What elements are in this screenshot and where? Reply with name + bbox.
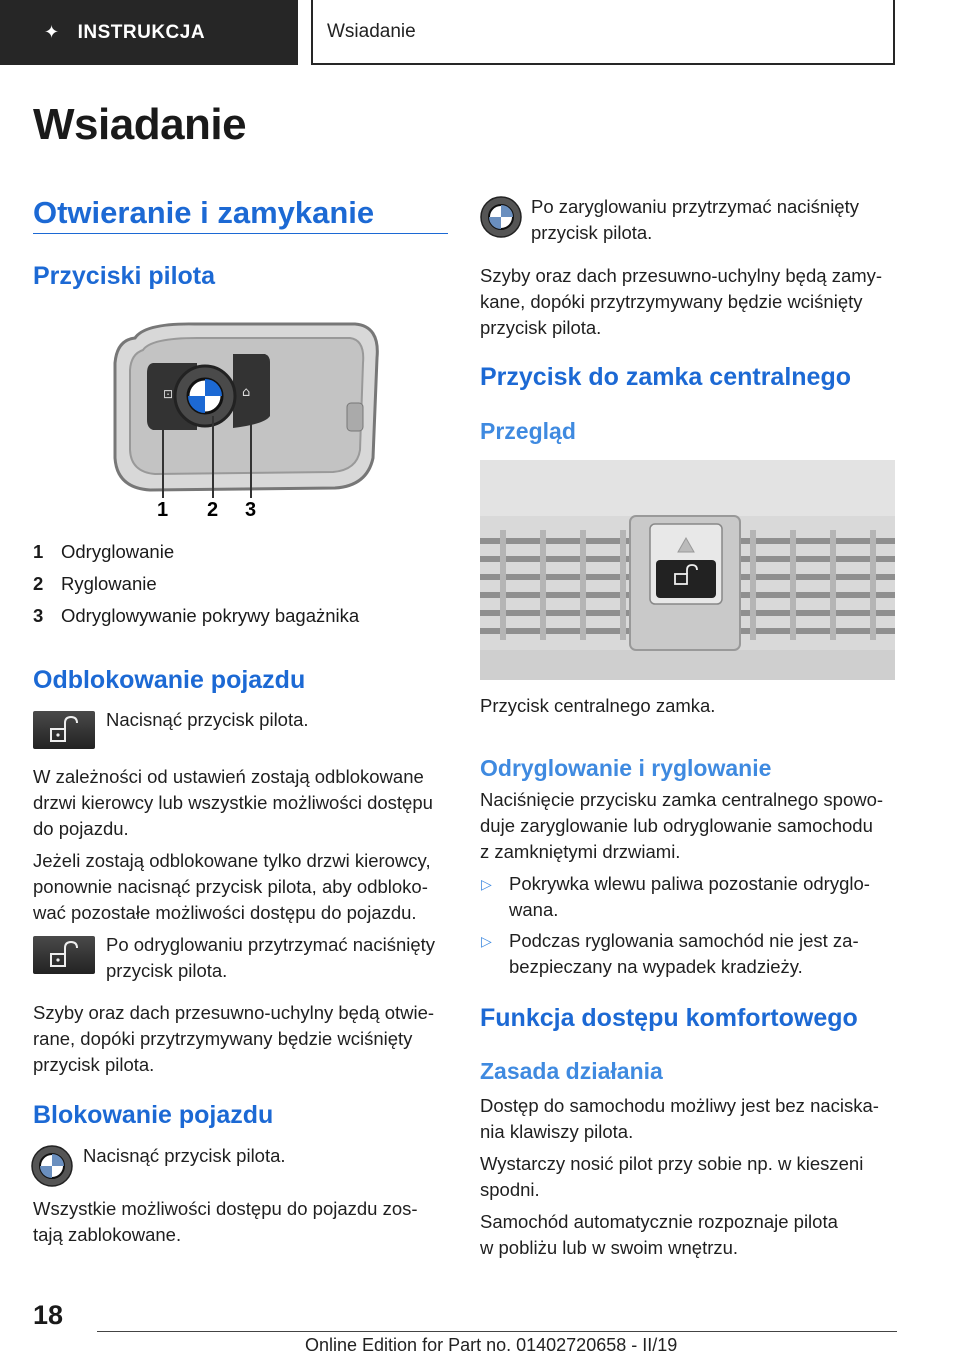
legend-text: Ryglowanie [61,573,157,594]
unlock-button-icon [33,711,95,749]
lock-bmw-button-icon [480,196,522,238]
text-line: kane, dopóki przytrzymywany będzie wciśnięty [480,291,863,312]
footer-divider [97,1331,897,1332]
photo-caption: Przycisk centralnego zamka. [480,695,716,716]
heading-unlock-vehicle: Odblokowanie pojazdu [33,666,306,694]
header-section-tab[interactable] [311,0,895,65]
text-line: Szyby oraz dach przesuwno-uchylny będą zamy- [480,265,883,286]
text-line: Nacisnąć przycisk pilota. [106,709,309,730]
text-line: tają zablokowane. [33,1224,182,1245]
text-line: Jeżeli zostają odblokowane tylko drzwi kierowcy, [33,850,431,871]
text-line: Szyby oraz dach przesuwno-uchylny będą otwie- [33,1002,435,1023]
heading-divider [33,233,448,234]
svg-text:⌂: ⌂ [242,385,251,400]
page-title: Wsiadanie [33,100,247,149]
legend-number: 3 [33,605,44,626]
bullet-text: bezpieczany na wypadek kradzieży. [509,956,803,977]
text-line: do pojazdu. [33,818,129,839]
text-line: przycisk pilota. [531,222,653,243]
text-line: ponownie nacisnąć przycisk pilota, aby odbloko- [33,876,428,897]
bullet-text: Podczas ryglowania samochód nie jest za- [509,930,859,951]
heading-lock-vehicle: Blokowanie pojazdu [33,1101,274,1129]
heading-central-lock-button: Przycisk do zamka centralnego [480,363,851,391]
heading-unlock-lock: Odryglowanie i ryglowanie [480,755,772,781]
text-line: W zależności od ustawień zostają odblokowane [33,766,424,787]
text-line: przycisk pilota. [106,960,228,981]
text-line: Po odryglowaniu przytrzymać naciśnięty [106,934,436,955]
callout-2: 2 [207,499,219,521]
text-line: przycisk pilota. [33,1054,155,1075]
text-line: rane, dopóki przytrzymywany będzie wciśnięty [33,1028,413,1049]
text-line: spodni. [480,1179,540,1200]
section-heading-open-close: Otwieranie i zamykanie [33,195,375,230]
bullet-text: wana. [509,899,559,920]
bullet-triangle-icon: ▷ [481,876,492,892]
text-line: Samochód automatycznie rozpoznaje pilota [480,1211,838,1232]
central-lock-photo [480,460,895,680]
callout-3: 3 [245,499,257,521]
footer-edition: Online Edition for Part no. 01402720658 - II/19 [305,1335,678,1355]
remote-key-illustration [105,318,385,523]
header-manual-label: INSTRUKCJA [77,21,206,43]
text-line: Nacisnąć przycisk pilota. [83,1145,286,1166]
text-line: Wystarczy nosić pilot przy sobie np. w kieszeni [480,1153,864,1174]
text-line: nia klawiszy pilota. [480,1121,634,1142]
text-line: Po zaryglowaniu przytrzymać naciśnięty [531,196,859,217]
svg-text:⊡: ⊡ [163,387,174,401]
manual-star-icon: ✦ [44,22,60,42]
heading-comfort-access: Funkcja dostępu komfortowego [480,1004,858,1032]
heading-principle: Zasada działania [480,1058,663,1084]
text-line: przycisk pilota. [480,317,602,338]
heading-overview: Przegląd [480,418,576,444]
text-line: Dostęp do samochodu możliwy jest bez naciska- [480,1095,879,1116]
header-section-label: Wsiadanie [327,20,416,42]
text-line: Wszystkie możliwości dostępu do pojazdu zos- [33,1198,418,1219]
legend-number: 2 [33,573,44,594]
heading-remote-buttons: Przyciski pilota [33,262,216,290]
text-line: wać pozostałe możliwości dostępu do pojazdu. [33,902,417,923]
text-line: Naciśnięcie przycisku zamka centralnego spowo- [480,789,884,810]
text-line: w pobliżu lub w swoim wnętrzu. [480,1237,739,1258]
text-line: duje zaryglowanie lub odryglowanie samochodu [480,815,873,836]
bullet-triangle-icon: ▷ [481,933,492,949]
bullet-text: Pokrywka wlewu paliwa pozostanie odryglo- [509,873,870,894]
legend-text: Odryglowanie [61,541,175,562]
legend-text: Odryglowywanie pokrywy bagażnika [61,605,360,626]
unlock-button-icon [33,936,95,974]
page-number: 18 [33,1300,64,1330]
header-manual-tab[interactable] [0,0,298,65]
legend-number: 1 [33,541,44,562]
callout-1: 1 [157,499,169,521]
text-line: z zamkniętymi drzwiami. [480,841,681,862]
text-line: drzwi kierowcy lub wszystkie możliwości dostępu [33,792,433,813]
lock-bmw-button-icon [31,1145,73,1187]
